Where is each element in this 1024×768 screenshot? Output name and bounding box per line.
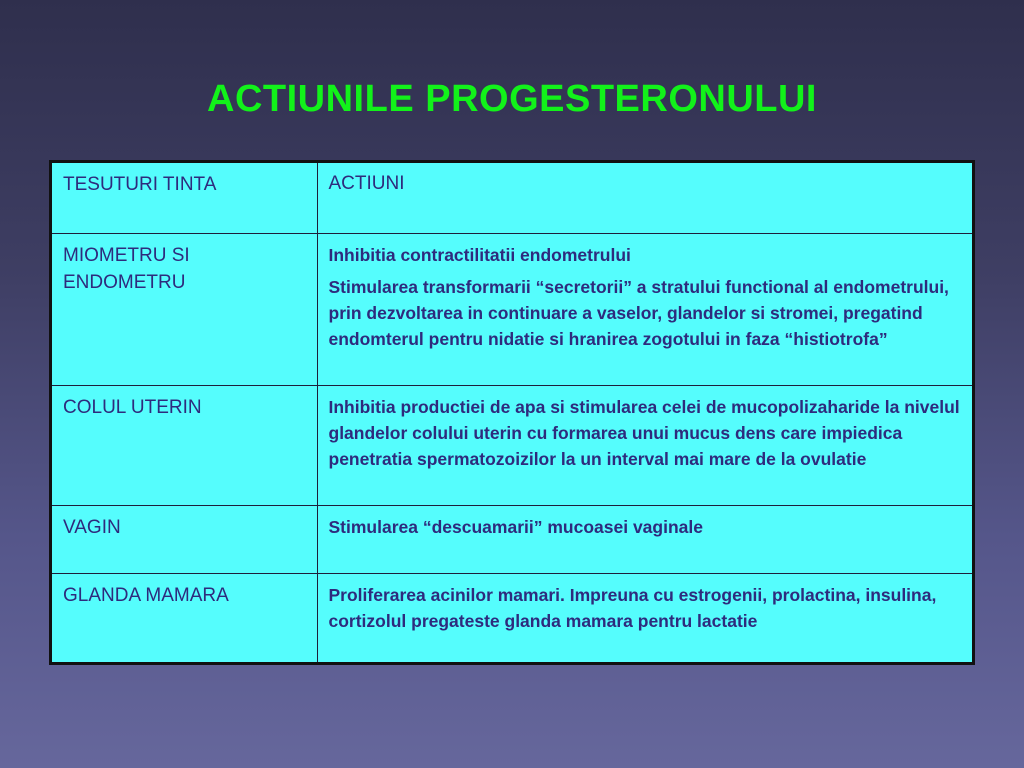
header-actions: ACTIUNI (317, 163, 972, 233)
table-row (52, 233, 972, 385)
action-text: Stimularea “descuamarii” mucoasei vaginale (328, 516, 703, 537)
table-header-row (52, 163, 972, 233)
action-cell (317, 505, 972, 573)
tissue-cell: COLUL UTERIN (52, 385, 317, 505)
tissue-cell: MIOMETRU SI ENDOMETRU (52, 233, 317, 385)
action-text: Inhibitia productiei de apa si stimularea celei de mucopolizaharide la nivelul glandelor colului uterin cu formarea unui mucus dens care impiedica penetratia spermatozoizilor la un interval mai mare de la ovulatie (328, 396, 960, 469)
tissue-cell: VAGIN (52, 505, 317, 573)
action-text: Inhibitia contractilitatii endometrului (328, 244, 631, 265)
action-cell (317, 573, 972, 662)
action-text: Stimularea transformarii “secretorii” a stratului functional al endometrului, prin dezvoltarea in continuare a vaselor, glandelor si stromei, pregatind endomterul pentru nidatie si hranirea zogotului in faza “histiotrofa” (328, 276, 949, 349)
table-row (52, 573, 972, 662)
table-row (52, 505, 972, 573)
tissue-cell: GLANDA MAMARA (52, 573, 317, 662)
table-row (52, 385, 972, 505)
action-cell (317, 385, 972, 505)
progesterone-actions-table (49, 160, 975, 665)
slide-title: ACTIUNILE PROGESTERONULUI (207, 78, 817, 120)
action-cell (317, 233, 972, 385)
action-text: Proliferarea acinilor mamari. Impreuna cu estrogenii, prolactina, insulina, cortizolul pregateste glanda mamara pentru lactatie (328, 584, 937, 631)
header-target-tissues: TESUTURI TINTA (52, 163, 317, 233)
